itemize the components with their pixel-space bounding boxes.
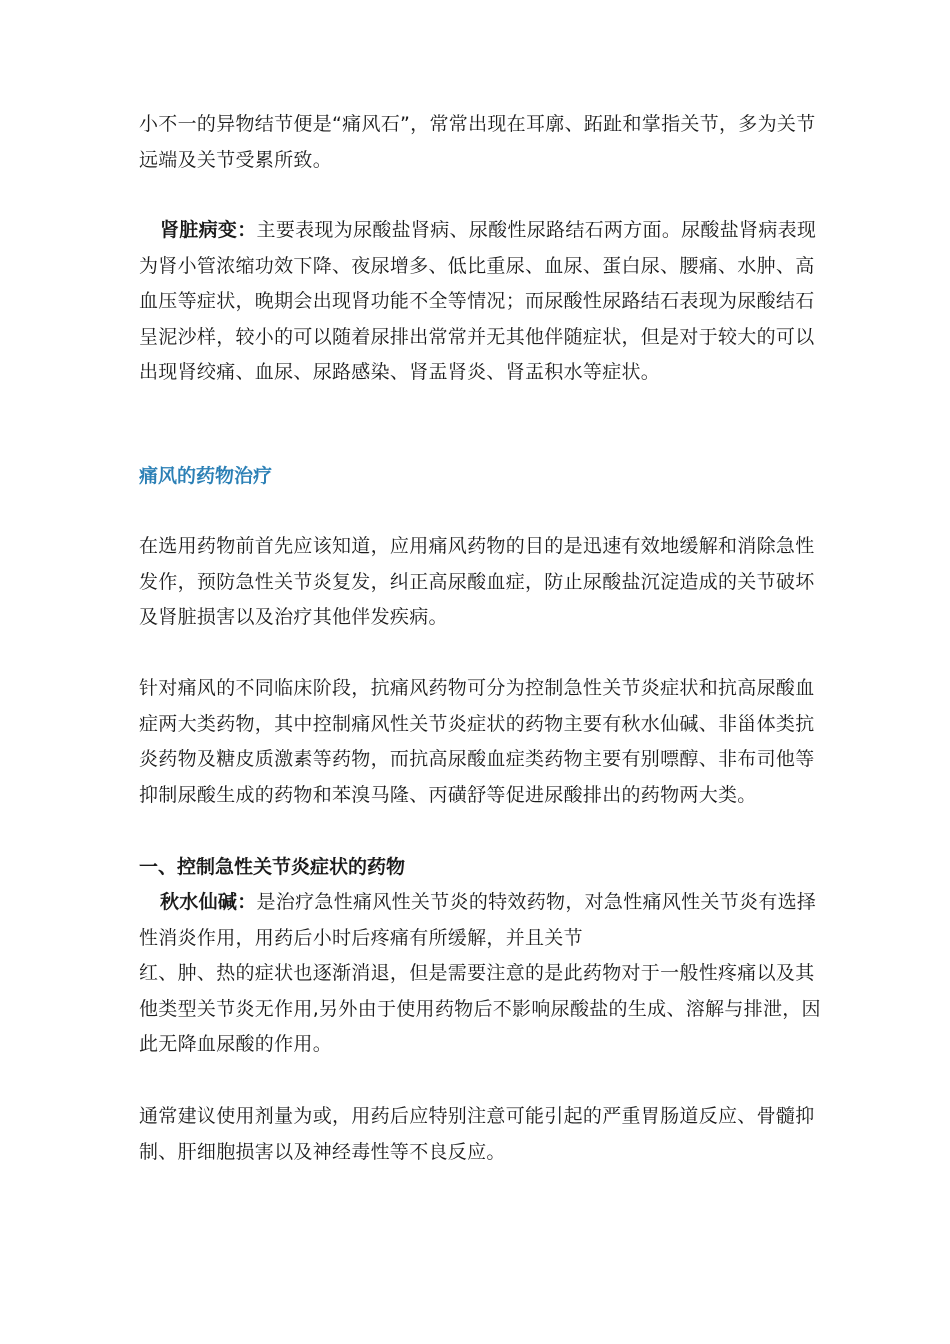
paragraph-kidney-lesion bbox=[139, 213, 829, 391]
colchicine-text: 是治疗急性痛风性关节炎的特效药物，对急性痛风性关节炎有选择性消炎作用，用药后小时后疼痛有所缓解，并且关节 bbox=[139, 891, 817, 949]
paragraph-dosage-warning: 通常建议使用剂量为或，用药后应特别注意可能引起的严重胃肠道反应、骨髓抑制、肝细胞损害以及神经毒性等不良反应。 bbox=[139, 1105, 815, 1163]
paragraph-drug-classes: 针对痛风的不同临床阶段，抗痛风药物可分为控制急性关节炎症状和抗高尿酸血症两大类药物，其中控制痛风性关节炎症状的药物主要有秋水仙碱、非甾体类抗炎药物及糖皮质激素等药物，而抗高尿酸血症类药物主要有别嘌醇、非布司他等抑制尿酸生成的药物和苯溴马隆、丙磺舒等促进尿酸排出的药物两大类。 bbox=[139, 677, 815, 806]
kidney-lesion-text: 主要表现为尿酸盐肾病、尿酸性尿路结石两方面。尿酸盐肾病表现为肾小管浓缩功效下降、夜尿增多、低比重尿、血尿、蛋白尿、腰痛、水肿、高血压等症状，晚期会出现肾功能不全等情况；而尿酸性尿路结石表现为尿酸结石呈泥沙样，较小的可以随着尿排出常常并无其他伴随症状，但是对于较大的可以出现肾绞痛、血尿、尿路感染、肾盂肾炎、肾盂积水等症状。 bbox=[139, 219, 817, 383]
paragraph-colchicine bbox=[139, 885, 829, 1063]
kidney-lesion-label: 肾脏病变： bbox=[160, 219, 257, 241]
paragraph-drug-purpose: 在选用药物前首先应该知道，应用痛风药物的目的是迅速有效地缓解和消除急性发作，预防急性关节炎复发，纠正高尿酸血症，防止尿酸盐沉淀造成的关节破坏及肾脏损害以及治疗其他伴发疾病。 bbox=[139, 535, 815, 628]
section-heading-drug-treatment: 痛风的药物治疗 bbox=[139, 465, 273, 487]
colchicine-text-continued: 红、肿、热的症状也逐渐消退，但是需要注意的是此药物对于一般性疼痛以及其他类型关节炎无作用,另外由于使用药物后不影响尿酸盐的生成、溶解与排泄，因此无降血尿酸的作用。 bbox=[139, 962, 821, 1055]
paragraph-tophus: 小不一的异物结节便是“痛风石”，常常出现在耳廓、跖趾和掌指关节，多为关节远端及关节受累所致。 bbox=[139, 113, 816, 171]
colchicine-label: 秋水仙碱： bbox=[160, 891, 257, 913]
subheading-acute-arthritis-drugs: 一、控制急性关节炎症状的药物 bbox=[139, 856, 406, 878]
